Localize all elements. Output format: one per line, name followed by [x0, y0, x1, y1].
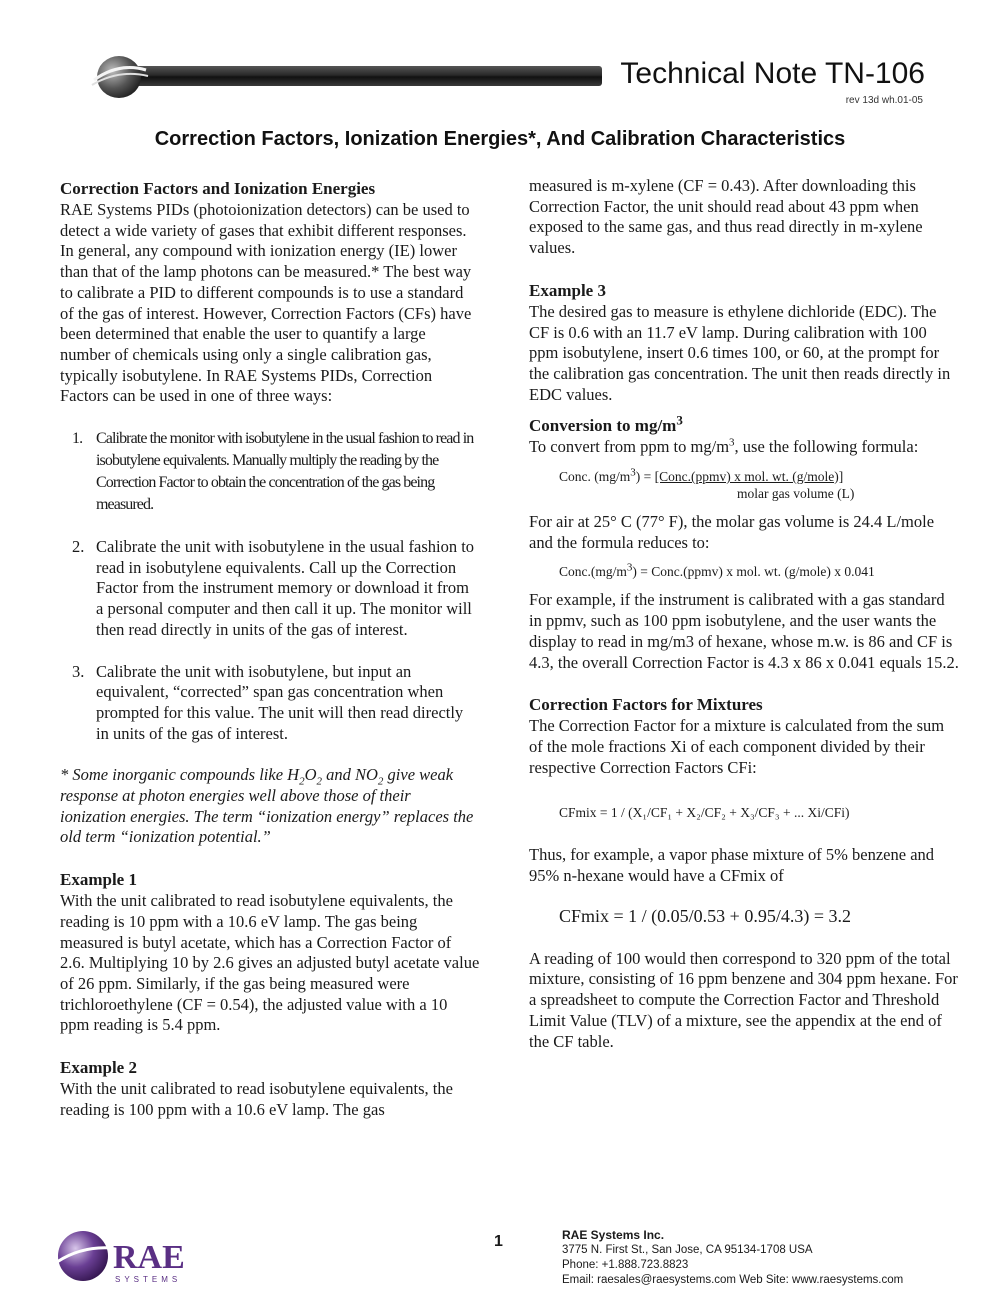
logo-text: RAE [113, 1239, 185, 1276]
company-name: RAE Systems Inc. [562, 1228, 665, 1242]
conversion-heading: Conversion to $mg/m^3$ [529, 412, 683, 436]
list-number: 3. [72, 661, 85, 681]
example-1-text: With the unit calibrated to read isobutylene equivalents, the reading is 10 ppm with a 10.6 eV lamp. The gas being measured is butyl acetate, which has a Correction Factor of 2.6. Multiplying 10 by 2.6 gives an adjusted butyl acetate value of 26 ppm. Similarly, if the gas being measured were trichloroethylene (CF = 0.54), the adjusted value with a 10 ppm reading is 5.4 ppm. [60, 891, 480, 1035]
doc-revision: rev 13d wh.01-05 [845, 95, 923, 106]
list-item [60, 537, 480, 641]
list-text: Calibrate the monitor with isobutylene in the usual fashion to read in isobutylene equivalents. Manually multiply the reading by the Correction Factor to obtain the concentration of the gas being measured. [96, 430, 474, 514]
conversion-formula: Conc. $(mg/m^3)$ = [Conc.(ppmv) x mol. wt. (g/mole)] molar gas volume (L) [559, 466, 855, 502]
example-2-text: With the unit calibrated to read isobutylene equivalents, the reading is 100 ppm with a 10.6 eV lamp. The gas [60, 1079, 453, 1119]
mixture-reading-text: A reading of 100 would then correspond to 320 ppm of the total mixture, consisting of 16 ppm benzene and 304 ppm hexane. For a spreadsheet to compute the Correction Factor and Threshold Limit Value (TLV) of a mixture, see the appendix at the end of the CF table. [529, 948, 958, 1051]
list-number: 1. [72, 430, 83, 448]
conversion-text: To convert from ppm to $mg/m^3$, use the following formula: [529, 436, 919, 457]
example-2-continued: measured is m-xylene (CF = 0.43). After downloading this Correction Factor, the unit should read about 43 ppm when exposed to the same gas, and thus read directly in m-xylene values. [529, 176, 923, 258]
list-item [60, 662, 480, 745]
benzene-hexane-text: Thus, for example, a vapor phase mixture of 5% benzene and 95% n-hexane would have a CFmix of [529, 845, 935, 886]
example-1-heading: Example 1 [60, 870, 137, 890]
section-heading-cf-ie: Correction Factors and Ionization Energies [60, 179, 376, 198]
example-2-heading: Example 2 [60, 1058, 137, 1078]
list-text: Calibrate the unit with isobutylene in the usual fashion to read in isobutylene equivalents. Call up the Correction Factor from the instrument memory or download it from a personal computer and then call it up. The monitor will then read directly in units of the gas of interest. [96, 537, 475, 639]
example-3-heading: Example 3 [529, 280, 606, 300]
list-item [60, 428, 480, 516]
company-contact: Email: raesales@raesystems.com Web Site: www.raesystems.com [562, 1274, 904, 1286]
usage-list [60, 428, 480, 744]
list-text: Calibrate the unit with isobutylene, but input an equivalent, “corrected” span gas concentration when prompted for this value. The unit will then read directly in units of the gas of interest. [96, 661, 464, 743]
page-number: 1 [494, 1233, 503, 1250]
main-heading: Correction Factors, Ionization Energies*, And Calibration Characteristics [154, 128, 846, 150]
hexane-example-text: For example, if the instrument is calibrated with a gas standard in ppmv, such as 100 ppm isobutylene, and the user wants the display to read in mg/m3 of hexane, whose m.w. is 86 and CF is 4.3, the overall Correction Factor is 4.3 x 86 x 0.041 equals 15.2. [529, 590, 959, 672]
company-info [562, 1228, 903, 1288]
logo-subtext: SYSTEMS [115, 1275, 182, 1284]
company-address: 3775 N. First St., San Jose, CA 95134-1708 USA [562, 1244, 813, 1256]
cfmix-example-formula: CFmix = 1 / (0.05/0.53 + 0.95/4.3) = 3.2 [559, 905, 851, 926]
cfmix-formula: CFmix = 1 / (X₁/CF₁ + X₂/CF₂ + X₃/CF₃ + ... Xi/CFi) [559, 805, 850, 821]
reduced-formula: $Conc.(mg/m^3)$ = Conc.(ppmv) x mol. wt. (g/mole) x 0.041 [559, 561, 875, 580]
doc-title: Technical Note TN-106 [620, 57, 925, 90]
example-3-text: The desired gas to measure is ethylene dichloride (EDC). The CF is 0.6 with an 11.7 eV lamp. During calibration with 100 ppm isobutylene, insert 0.6 times 100, or 60, at the prompt for the calibration gas concentration. The unit then reads directly in EDC values. [529, 301, 951, 404]
intro-paragraph: RAE Systems PIDs (photoionization detectors) can be used to detect a wide variety of gases that exhibit different responses. In general, any compound with ionization energy (IE) lower than that of the lamp photons can be measured.* The best way to calibrate a PID to different compounds is to use a standard of the gas of interest. However, Correction Factors (CFs) have been determined that enable the user to quantify a large number of chemicals using only a single calibration gas, typically isobutylene. In RAE Systems PIDs, Correction Factors can be used in one of three ways: [60, 200, 472, 406]
header-bar [100, 66, 602, 86]
footnote: * Some inorganic compounds like $H_2O_2$ and $NO_2$ give weak response at photon energies well above those of their ionization energies. The term “ionization energy” replaces the old term “ionization potential.” [60, 765, 474, 847]
right-column [529, 176, 959, 1052]
company-phone: Phone: +1.888.723.8823 [562, 1259, 689, 1271]
air-molar-volume-text: For air at 25° C (77° F), the molar gas volume is 24.4 L/mole and the formula reduces to: [529, 512, 935, 552]
rae-globe-icon [88, 54, 150, 100]
rae-systems-logo [57, 1228, 207, 1284]
mixtures-heading: Correction Factors for Mixtures [529, 695, 763, 715]
left-column [60, 178, 480, 1121]
list-number: 2. [72, 537, 85, 557]
mixtures-text: The Correction Factor for a mixture is calculated from the sum of the mole fractions Xi of each component divided by their respective Correction Factors CFi: [529, 716, 945, 777]
